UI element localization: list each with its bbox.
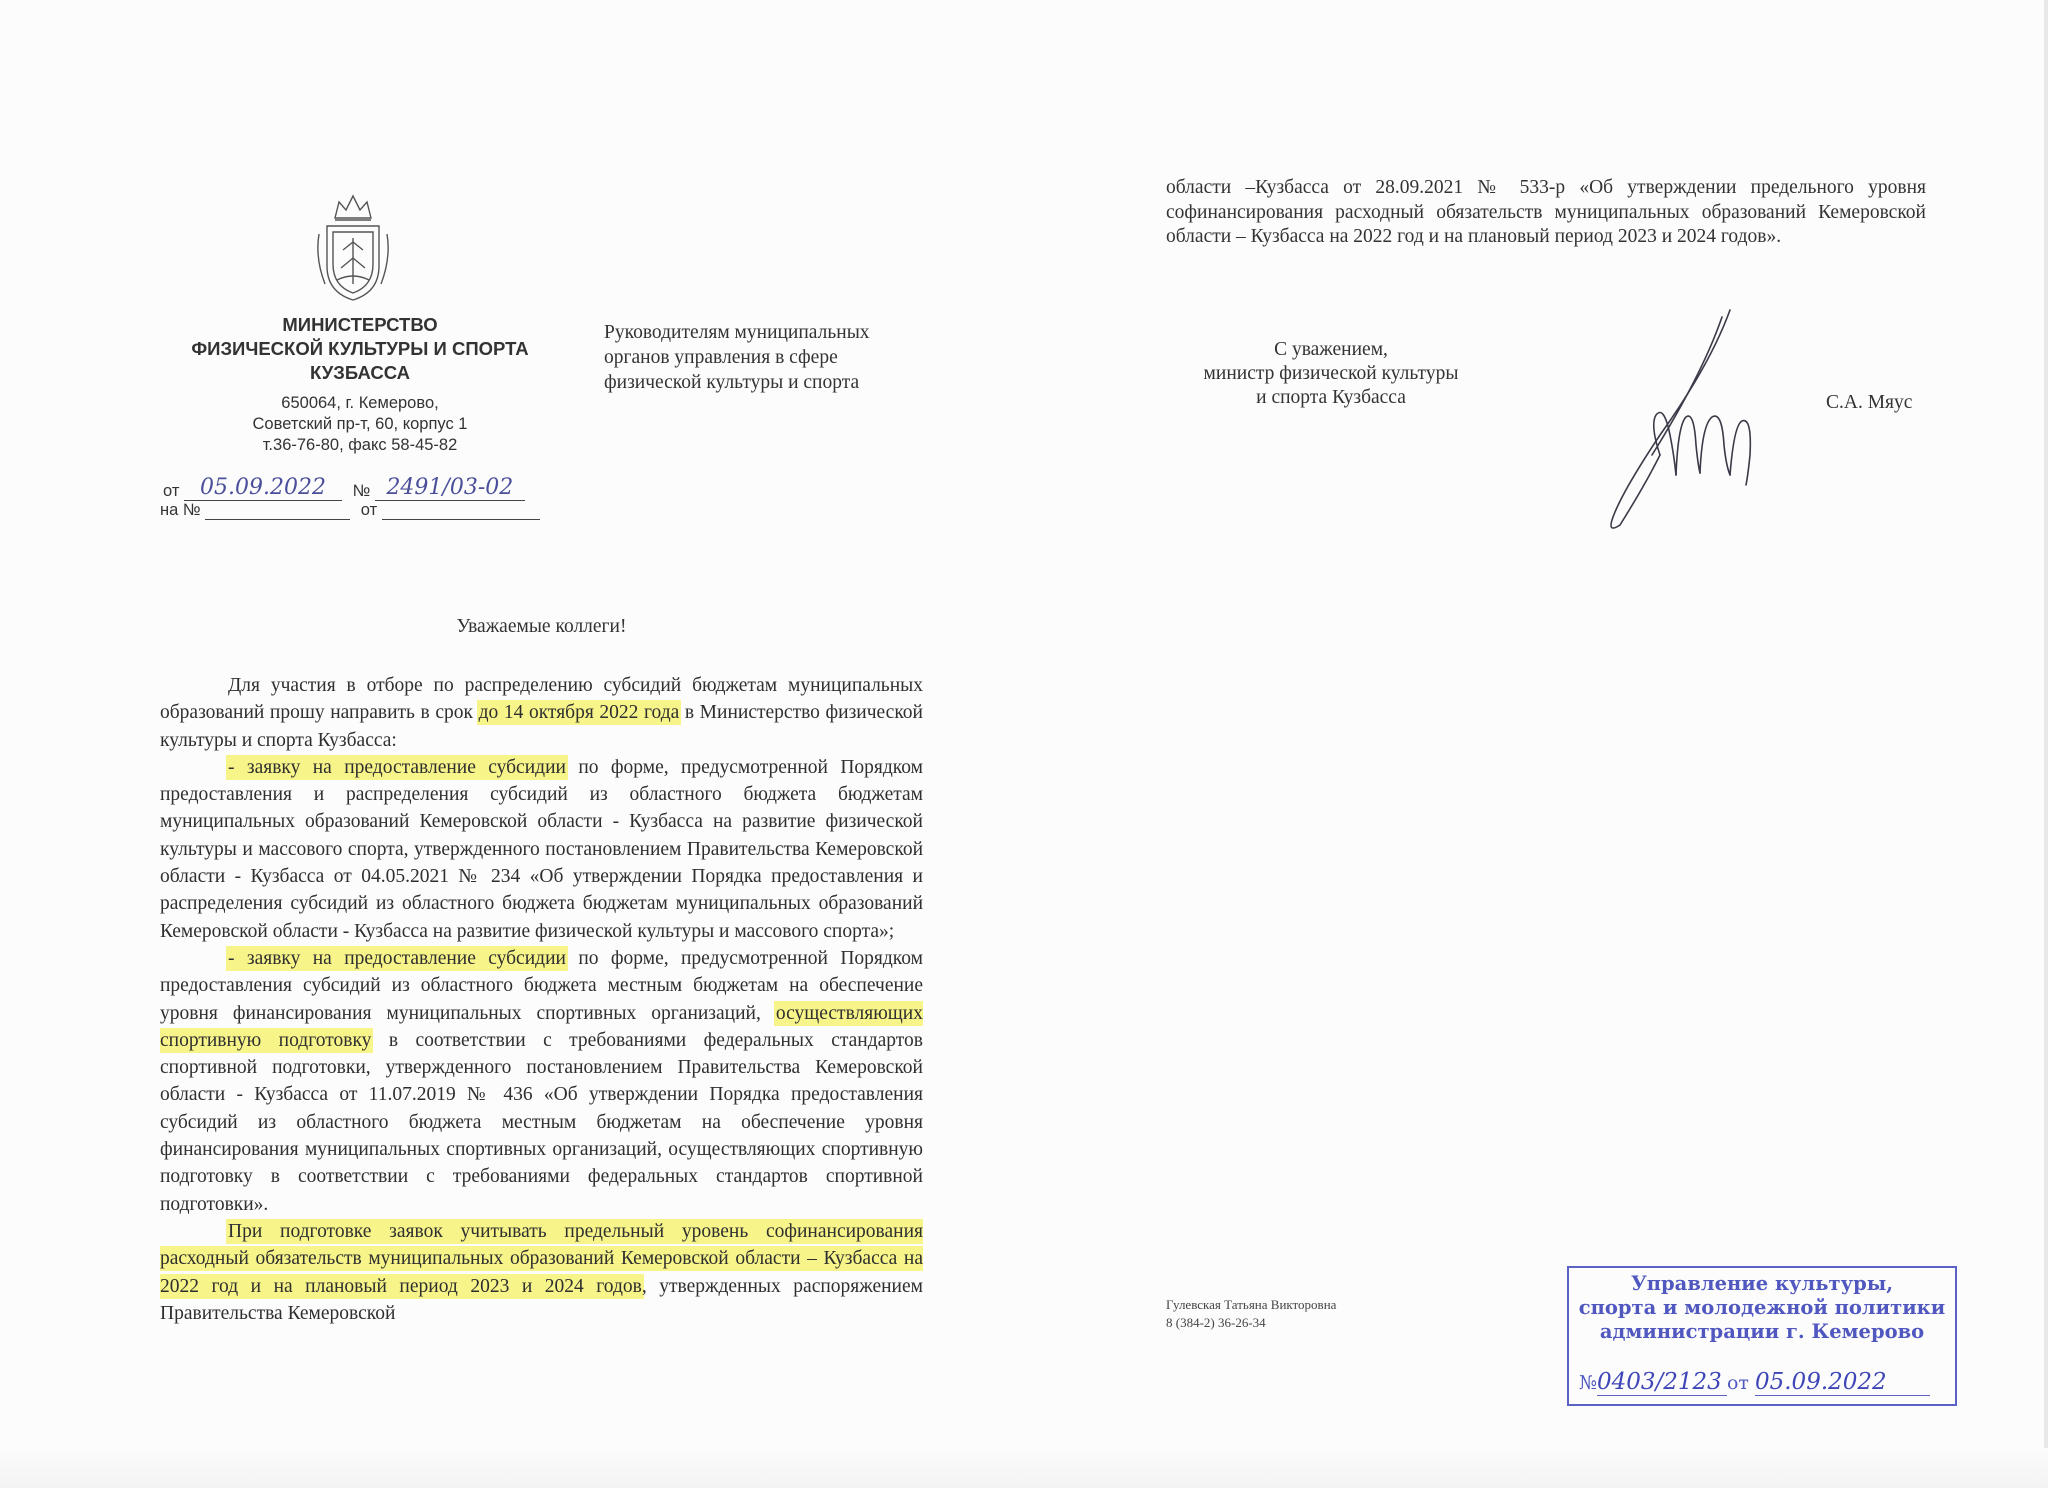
executor-name: Гулевская Татьяна Викторовна (1166, 1297, 1337, 1312)
body-p3-text-end: в соответствии с требованиями федеральных стандартов спортивной подготовки, утвержденного постановлением Правительства Кемеровской области - Кузбасса от 11.07.2019 № 436 «Об утверждении Порядка предоставления субсидий из областного бюджета местным бюджетам на обеспечение уровня финансирования муниципальных спортивных организаций, осуществляющих спортивную подготовку в соответствии с требованиями федеральных стандартов спортивной подготовки». (160, 1029, 923, 1215)
outgoing-reference-row (163, 475, 525, 501)
reply-to-label: на № (160, 501, 201, 519)
executor-info (1166, 1296, 1336, 1332)
body-paragraph-1 (160, 672, 923, 754)
addressee-line3: физической культуры и спорта (604, 372, 860, 393)
handwritten-signature (1590, 305, 1790, 535)
closing-line1: С уважением, (1274, 339, 1388, 360)
stamp-date-field (1755, 1369, 1930, 1396)
ref-number: 2491/03-02 (386, 475, 514, 500)
closing-block (1166, 338, 1496, 410)
executor-phone: 8 (384-2) 36-26-34 (1166, 1315, 1266, 1330)
signatory-name: С.А. Мяус (1826, 392, 1913, 413)
ministry-address (160, 393, 560, 456)
incoming-reference-row (160, 501, 540, 520)
ref-date-field (184, 475, 342, 501)
ref-number-label: № (352, 482, 371, 500)
body-p1-text-end: в Министерство физической культуры и спорта Кузбасса: (160, 702, 923, 751)
continuation-text: области –Кузбасса от 28.09.2021 № 533-р «Об утверждении предельного уровня софинансирования расходный обязательств муниципальных образований Кемеровской области – Кузбасса на 2022 год и на плановый период 2023 и 2024 годов». (1166, 177, 1926, 247)
body-paragraph-3 (160, 945, 923, 1218)
stamp-number-field (1597, 1369, 1727, 1396)
scan-bottom-edge (0, 1448, 2048, 1488)
address-line1: 650064, г. Кемерово, (281, 394, 439, 412)
body-p4-text: , утвержденных распоряжением Правительства Кемеровской (160, 1275, 923, 1324)
ref-number-field (375, 475, 525, 501)
stamp-from-label: от (1726, 1372, 1749, 1394)
reply-to-field (205, 501, 350, 520)
salutation: Уважаемые коллеги! (456, 616, 627, 637)
addressee-block (604, 320, 934, 395)
address-line3: т.36-76-80, факс 58-45-82 (262, 436, 458, 454)
body-paragraph-2 (160, 754, 923, 945)
body-p3-text: по форме, предусмотренной Порядком предоставления субсидий из областного бюджета местным бюджетам на обеспечение уровня финансирования муниципальных спортивных организаций, (160, 947, 923, 1024)
addressee-line2: органов управления в сфере (604, 347, 838, 368)
body-p2-text: по форме, предусмотренной Порядком предоставления и распределения субсидий из областного бюджета бюджетам муниципальных образований Кемеровской области - Кузбасса на развитие физической культуры и массового спорта, утвержденного постановлением Правительства Кемеровской области - Кузбасса от 04.05.2021 № 234 «Об утверждении Порядка предоставления и распределения субсидий из областного бюджета бюджетам муниципальных образований Кемеровской области - Кузбасса на развитие физической культуры и массового спорта»; (160, 756, 923, 942)
reply-from-label: от (360, 501, 378, 519)
ministry-name-line2: ФИЗИЧЕСКОЙ КУЛЬТУРЫ И СПОРТА (191, 338, 529, 359)
ministry-name (160, 313, 560, 385)
scan-right-edge (2044, 0, 2048, 1488)
stamp-number-label: № (1579, 1372, 1597, 1394)
stamp-organization (1569, 1272, 1955, 1344)
stamp-line3: администрации г. Кемерово (1599, 1320, 1925, 1343)
stamp-line1: Управление культуры, (1630, 1272, 1894, 1295)
ref-date: 05.09.2022 (199, 475, 326, 500)
stamp-line2: спорта и молодежной политики (1578, 1296, 1946, 1319)
highlighted-cofinancing: При подготовке заявок учитывать предельный уровень софинансирования расходный обязательств муниципальных образований Кемеровской области – Кузбасса на 2022 год и на плановый период 2023 и 2024 годов (160, 1220, 923, 1297)
address-line2: Советский пр-т, 60, корпус 1 (252, 415, 468, 433)
body-p1-text: Для участия в отборе по распределению субсидий бюджетам муниципальных образований прошу направить в срок (160, 675, 923, 724)
letter-body (160, 672, 923, 1327)
highlighted-application-1: - заявку на предоставление субсидии (228, 756, 566, 778)
stamp-registration-row (1579, 1369, 1945, 1396)
ref-from-label: от (163, 482, 180, 500)
reply-from-field (382, 501, 540, 520)
stamp-number: 0403/2123 (1596, 1369, 1722, 1395)
closing-line2: министр физической культуры (1203, 363, 1459, 384)
body-paragraph-4 (160, 1218, 923, 1327)
highlighted-deadline: до 14 октября 2022 года (478, 702, 680, 724)
closing-line3: и спорта Кузбасса (1256, 387, 1406, 408)
ministry-name-line1: МИНИСТЕРСТВО (282, 314, 438, 335)
coat-of-arms-emblem (313, 188, 393, 306)
highlighted-sports-training: осуществляющих спортивную подготовку (160, 1002, 923, 1051)
highlighted-application-2: - заявку на предоставление субсидии (228, 947, 566, 969)
stamp-date: 05.09.2022 (1754, 1369, 1887, 1395)
registration-stamp (1567, 1266, 1957, 1406)
addressee-line1: Руководителям муниципальных (604, 322, 870, 343)
ministry-name-line3: КУЗБАССА (310, 362, 410, 383)
